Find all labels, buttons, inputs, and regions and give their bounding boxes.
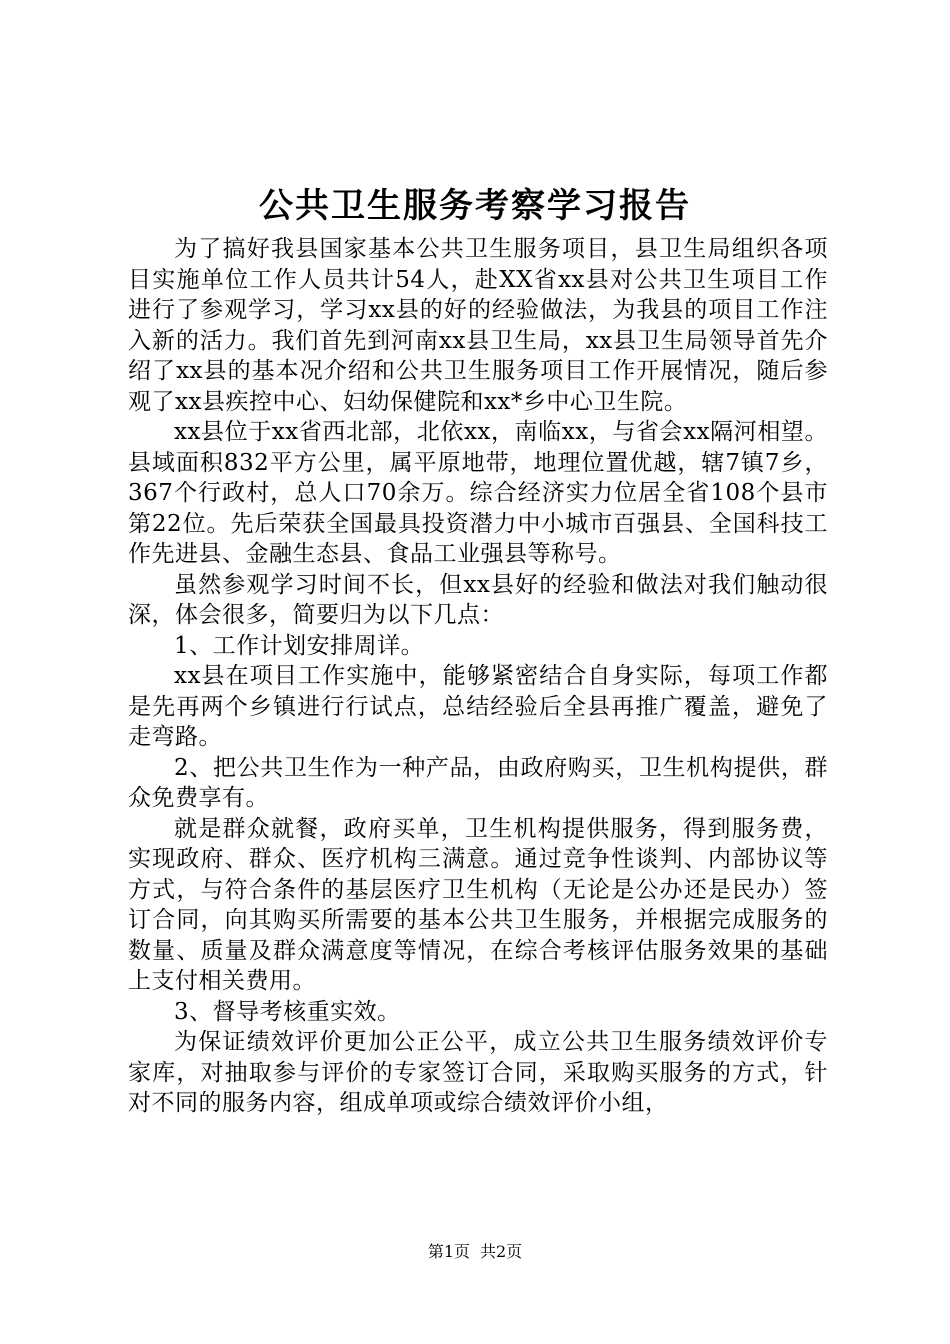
section-heading-1: 1、工作计划安排周详。 [174,632,425,659]
document-body [128,234,828,1119]
page-number-total: 共2页 [480,1242,523,1261]
page-footer [0,1240,950,1264]
paragraph-section-3: 为保证绩效评价更加公正公平，成立公共卫生服务绩效评价专家库，对抽取参与评价的专家签订合同，采取购买服务的方式，针对不同的服务内容，组成单项或综合绩效评价小组， [128,1029,828,1116]
page-number-current: 第1页 [427,1242,470,1261]
section-heading-2: 2、把公共卫生作为一种产品，由政府购买，卫生机构提供，群众免费享有。 [128,754,828,811]
paragraph-county-profile: xx县位于xx省西北部，北依xx，南临xx，与省会xx隔河相望。县域面积832平方公里，属平原地带，地理位置优越，辖7镇7乡，367个行政村，总人口70余万。综合经济实力位居全省108个县市第22位。先后荣获全国最具投资潜力中小城市百强县、全国科技工作先进县、金融生态县、食品工业强县等称号。 [128,419,828,567]
paragraph-section-1: xx县在项目工作实施中，能够紧密结合自身实际，每项工作都是先再两个乡镇进行行试点，总结经验后全县再推广覆盖，避免了走弯路。 [128,663,828,750]
paragraph-section-2: 就是群众就餐，政府买单，卫生机构提供服务，得到服务费，实现政府、群众、医疗机构三满意。通过竞争性谈判、内部协议等方式，与符合条件的基层医疗卫生机构（无论是公办还是民办）签订合同，向其购买所需要的基本公共卫生服务，并根据完成服务的数量、质量及群众满意度等情况，在综合考核评估服务效果的基础上支付相关费用。 [128,815,828,994]
section-heading-3: 3、督导考核重实效。 [174,998,401,1025]
paragraph-intro: 为了搞好我县国家基本公共卫生服务项目，县卫生局组织各项目实施单位工作人员共计54人，赴XX省xx县对公共卫生项目工作进行了参观学习，学习xx县的好的经验做法，为我县的项目工作注入新的活力。我们首先到河南xx县卫生局，xx县卫生局领导首先介绍了xx县的基本况介绍和公共卫生服务项目工作开展情况，随后参观了xx县疾控中心、妇幼保健院和xx*乡中心卫生院。 [128,236,828,415]
document-title: 公共卫生服务考察学习报告 [259,186,691,226]
paragraph-summary: 虽然参观学习时间不长，但xx县好的经验和做法对我们触动很深，体会很多，简要归为以下几点： [128,571,828,628]
